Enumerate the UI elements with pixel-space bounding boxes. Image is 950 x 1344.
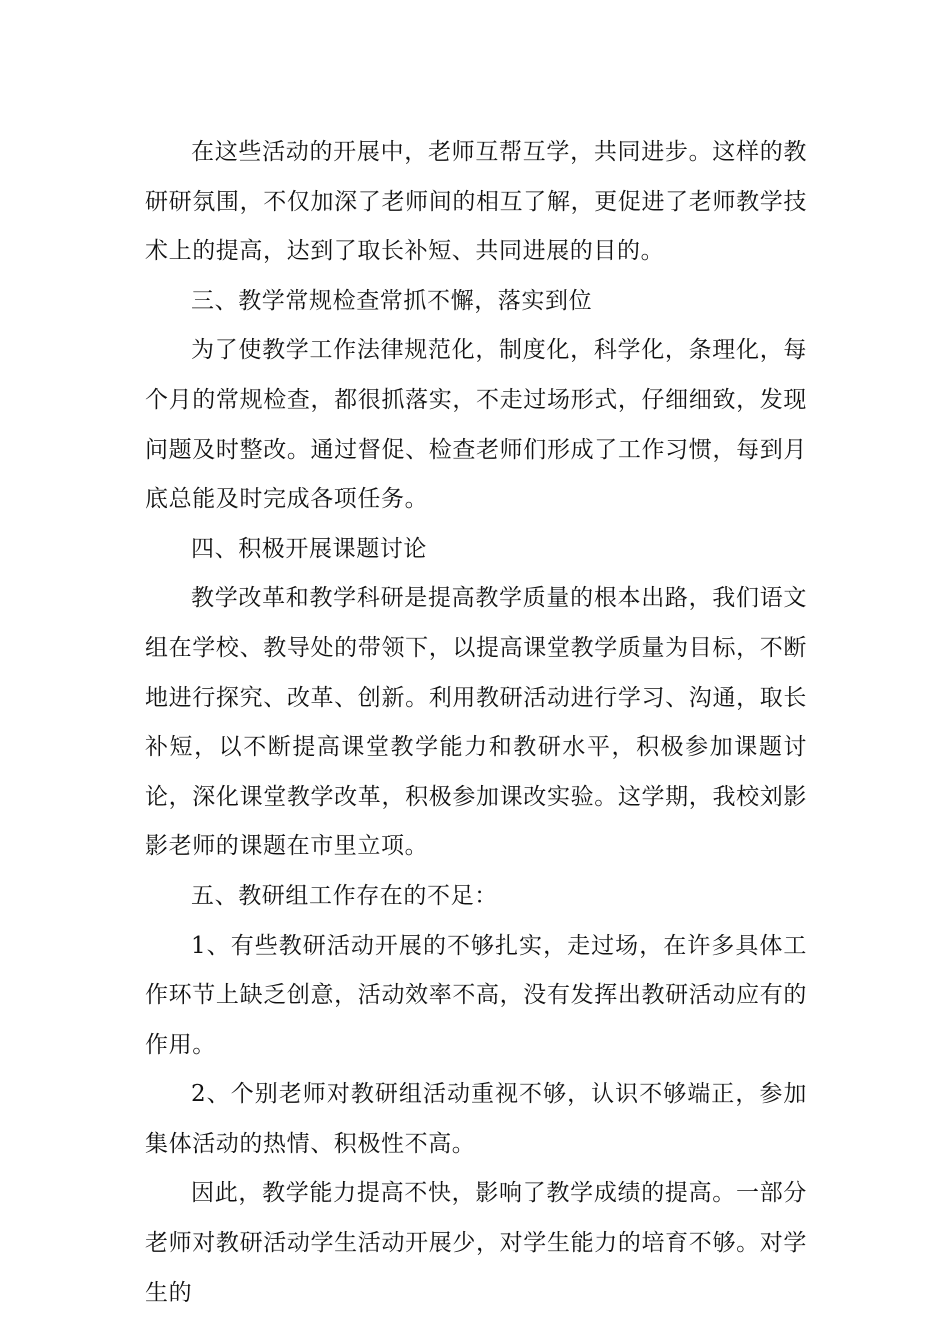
paragraph-consequences: 因此，教学能力提高不快，影响了教学成绩的提高。一部分老师对教研活动学生活动开展少，对学生能力的培育不够。对学生的	[145, 1180, 807, 1306]
section-heading-research-topics: 四、积极开展课题讨论	[191, 535, 427, 562]
section-heading-routine-checks: 三、教学常规检查常抓不懈，落实到位	[191, 287, 593, 314]
section-heading-shortcomings: 五、教研组工作存在的不足：	[191, 882, 498, 909]
paragraph-activities-summary: 在这些活动的开展中，老师互帮互学，共同进步。这样的教研研氛围，不仅加深了老师间的相互了解，更促进了老师教学技术上的提高，达到了取长补短、共同进展的目的。	[145, 139, 807, 265]
paragraph-routine-checks: 为了使教学工作法律规范化，制度化，科学化，条理化，每个月的常规检查，都很抓落实，不走过场形式，仔细细致，发现问题及时整改。通过督促、检查老师们形成了工作习惯，每到月底总能及时完成各项任务。	[145, 337, 807, 513]
document-body	[145, 128, 807, 1318]
paragraph-research-topics: 教学改革和教学科研是提高教学质量的根本出路，我们语文组在学校、教导处的带领下，以提高课堂教学质量为目标，不断地进行探究、改革、创新。利用教研活动进行学习、沟通，取长补短，以不断提高课堂教学能力和教研水平，积极参加课题讨论，深化课堂教学改革，积极参加课改实验。这学期，我校刘影影老师的课题在市里立项。	[145, 585, 807, 860]
paragraph-shortcoming-1: 1、有些教研活动开展的不够扎实，走过场，在许多具体工作环节上缺乏创意，活动效率不高，没有发挥出教研活动应有的作用。	[145, 932, 807, 1058]
paragraph-shortcoming-2: 2、个别老师对教研组活动重视不够，认识不够端正，参加集体活动的热情、积极性不高。	[145, 1081, 807, 1157]
